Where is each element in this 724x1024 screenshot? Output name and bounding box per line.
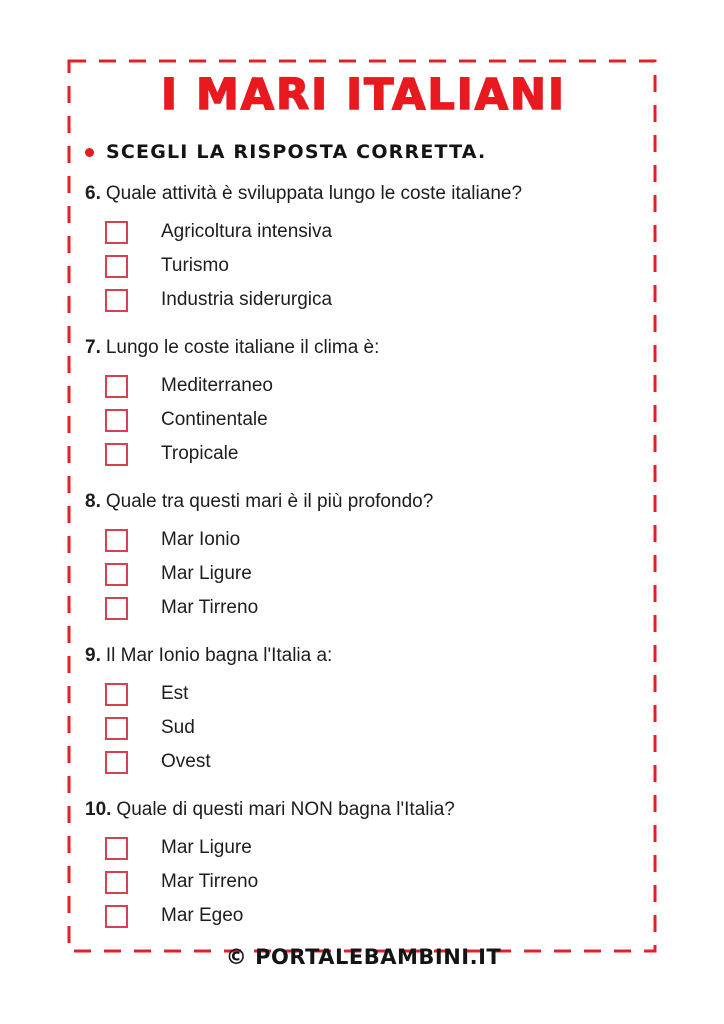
option-row	[85, 215, 642, 249]
option-label: Mar Ligure	[161, 837, 252, 858]
option-row	[85, 249, 642, 283]
question-7	[85, 335, 642, 471]
question-text: Il Mar Ionio bagna l'Italia a:	[105, 645, 333, 666]
question-6	[85, 181, 642, 317]
option-label: Mar Ionio	[161, 529, 241, 550]
option-label: Mediterraneo	[161, 375, 273, 396]
answer-checkbox[interactable]	[105, 751, 128, 774]
option-label: Ovest	[161, 751, 211, 772]
instruction-line	[85, 141, 642, 163]
answer-checkbox[interactable]	[105, 409, 128, 432]
question-text: Quale di questi mari NON bagna l'Italia?	[116, 799, 455, 820]
question-6-options	[85, 215, 642, 317]
question-text: Lungo le coste italiane il clima è:	[105, 337, 380, 358]
option-row	[85, 523, 642, 557]
option-label: Agricoltura intensiva	[161, 221, 333, 242]
answer-checkbox[interactable]	[105, 221, 128, 244]
question-8	[85, 489, 642, 625]
option-label: Sud	[161, 717, 195, 738]
option-label: Continentale	[161, 409, 268, 430]
answer-checkbox[interactable]	[105, 905, 128, 928]
option-row	[85, 865, 642, 899]
question-number: 10.	[85, 799, 112, 820]
option-label: Industria siderurgica	[161, 289, 333, 310]
answer-checkbox[interactable]	[105, 375, 128, 398]
option-row	[85, 283, 642, 317]
option-label: Est	[161, 683, 189, 704]
option-row	[85, 745, 642, 779]
option-label: Mar Tirreno	[161, 871, 259, 892]
answer-checkbox[interactable]	[105, 255, 128, 278]
answer-checkbox[interactable]	[105, 289, 128, 312]
bullet-icon	[85, 148, 94, 157]
question-number: 6.	[85, 183, 101, 204]
option-row	[85, 711, 642, 745]
question-9-title	[85, 643, 642, 669]
question-9	[85, 643, 642, 779]
question-text: Quale tra questi mari è il più profondo?	[105, 491, 434, 512]
answer-checkbox[interactable]	[105, 717, 128, 740]
answer-checkbox[interactable]	[105, 443, 128, 466]
option-row	[85, 677, 642, 711]
answer-checkbox[interactable]	[105, 597, 128, 620]
question-number: 8.	[85, 491, 101, 512]
question-10-options	[85, 831, 642, 933]
question-7-title	[85, 335, 642, 361]
option-row	[85, 831, 642, 865]
question-number: 7.	[85, 337, 101, 358]
question-6-title	[85, 181, 642, 207]
question-10-title	[85, 797, 642, 823]
question-10	[85, 797, 642, 933]
option-label: Tropicale	[161, 443, 239, 464]
option-row	[85, 591, 642, 625]
option-label: Mar Ligure	[161, 563, 252, 584]
option-label: Mar Tirreno	[161, 597, 259, 618]
option-label: Turismo	[161, 255, 229, 276]
instruction-text: SCEGLI LA RISPOSTA CORRETTA.	[106, 141, 487, 163]
answer-checkbox[interactable]	[105, 529, 128, 552]
option-row	[85, 403, 642, 437]
option-row	[85, 369, 642, 403]
worksheet-content	[85, 70, 642, 969]
answer-checkbox[interactable]	[105, 683, 128, 706]
footer-credit: © PORTALEBAMBINI.IT	[225, 945, 502, 969]
option-label: Mar Egeo	[161, 905, 244, 926]
question-7-options	[85, 369, 642, 471]
question-8-options	[85, 523, 642, 625]
page-title: I MARI ITALIANI	[160, 70, 567, 120]
option-row	[85, 557, 642, 591]
option-row	[85, 437, 642, 471]
answer-checkbox[interactable]	[105, 837, 128, 860]
question-number: 9.	[85, 645, 101, 666]
answer-checkbox[interactable]	[105, 871, 128, 894]
question-9-options	[85, 677, 642, 779]
question-8-title	[85, 489, 642, 515]
question-text: Quale attività è sviluppata lungo le coste italiane?	[105, 183, 523, 204]
option-row	[85, 899, 642, 933]
answer-checkbox[interactable]	[105, 563, 128, 586]
